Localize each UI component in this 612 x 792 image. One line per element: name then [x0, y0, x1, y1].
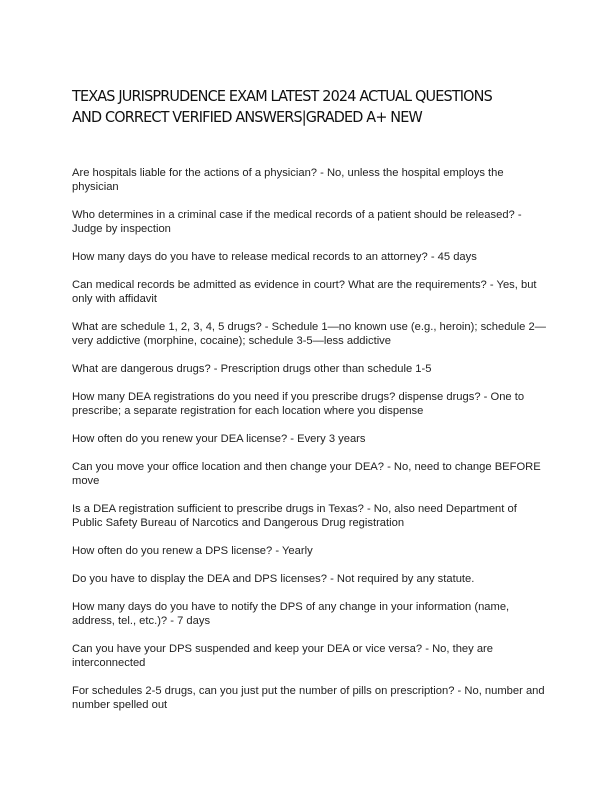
qa-item: What are schedule 1, 2, 3, 4, 5 drugs? - Schedule 1—no known use (e.g., heroin); schedule 2—very addictive (morphine, cocaine); schedule 3-5—less addictive [72, 321, 546, 347]
qa-item: Can you move your office location and then change your DEA? - No, need to change BEFORE move [72, 461, 541, 487]
qa-item: What are dangerous drugs? - Prescription drugs other than schedule 1-5 [72, 363, 432, 375]
qa-list [72, 166, 547, 726]
qa-item: Who determines in a criminal case if the medical records of a patient should be released? - Judge by inspection [72, 209, 522, 235]
qa-item: How many days do you have to notify the DPS of any change in your information (name, address, tel., etc.)? - 7 days [72, 601, 510, 627]
qa-item: Do you have to display the DEA and DPS licenses? - Not required by any statute. [72, 573, 475, 585]
qa-item: How many DEA registrations do you need if you prescribe drugs? dispense drugs? - One to prescribe; a separate registration for each location where you dispense [72, 391, 525, 417]
qa-item: Can you have your DPS suspended and keep your DEA or vice versa? - No, they are interconnected [72, 643, 494, 669]
document-title: TEXAS JURISPRUDENCE EXAM LATEST 2024 ACTUAL QUESTIONS AND CORRECT VERIFIED ANSWERS|GRADED A+ NEW [72, 87, 492, 126]
qa-item: How often do you renew a DPS license? - Yearly [72, 545, 313, 557]
qa-item: How often do you renew your DEA license? - Every 3 years [72, 433, 366, 445]
qa-item: Are hospitals liable for the actions of a physician? - No, unless the hospital employs the physician [72, 167, 504, 193]
qa-item: How many days do you have to release medical records to an attorney? - 45 days [72, 251, 477, 263]
qa-item: Is a DEA registration sufficient to prescribe drugs in Texas? - No, also need Department of Public Safety Bureau of Narcotics and Dangerous Drug registration [72, 503, 517, 529]
qa-item: Can medical records be admitted as evidence in court? What are the requirements? - Yes, but only with affidavit [72, 279, 537, 305]
qa-item: For schedules 2-5 drugs, can you just put the number of pills on prescription? - No, number and number spelled out [72, 685, 545, 711]
